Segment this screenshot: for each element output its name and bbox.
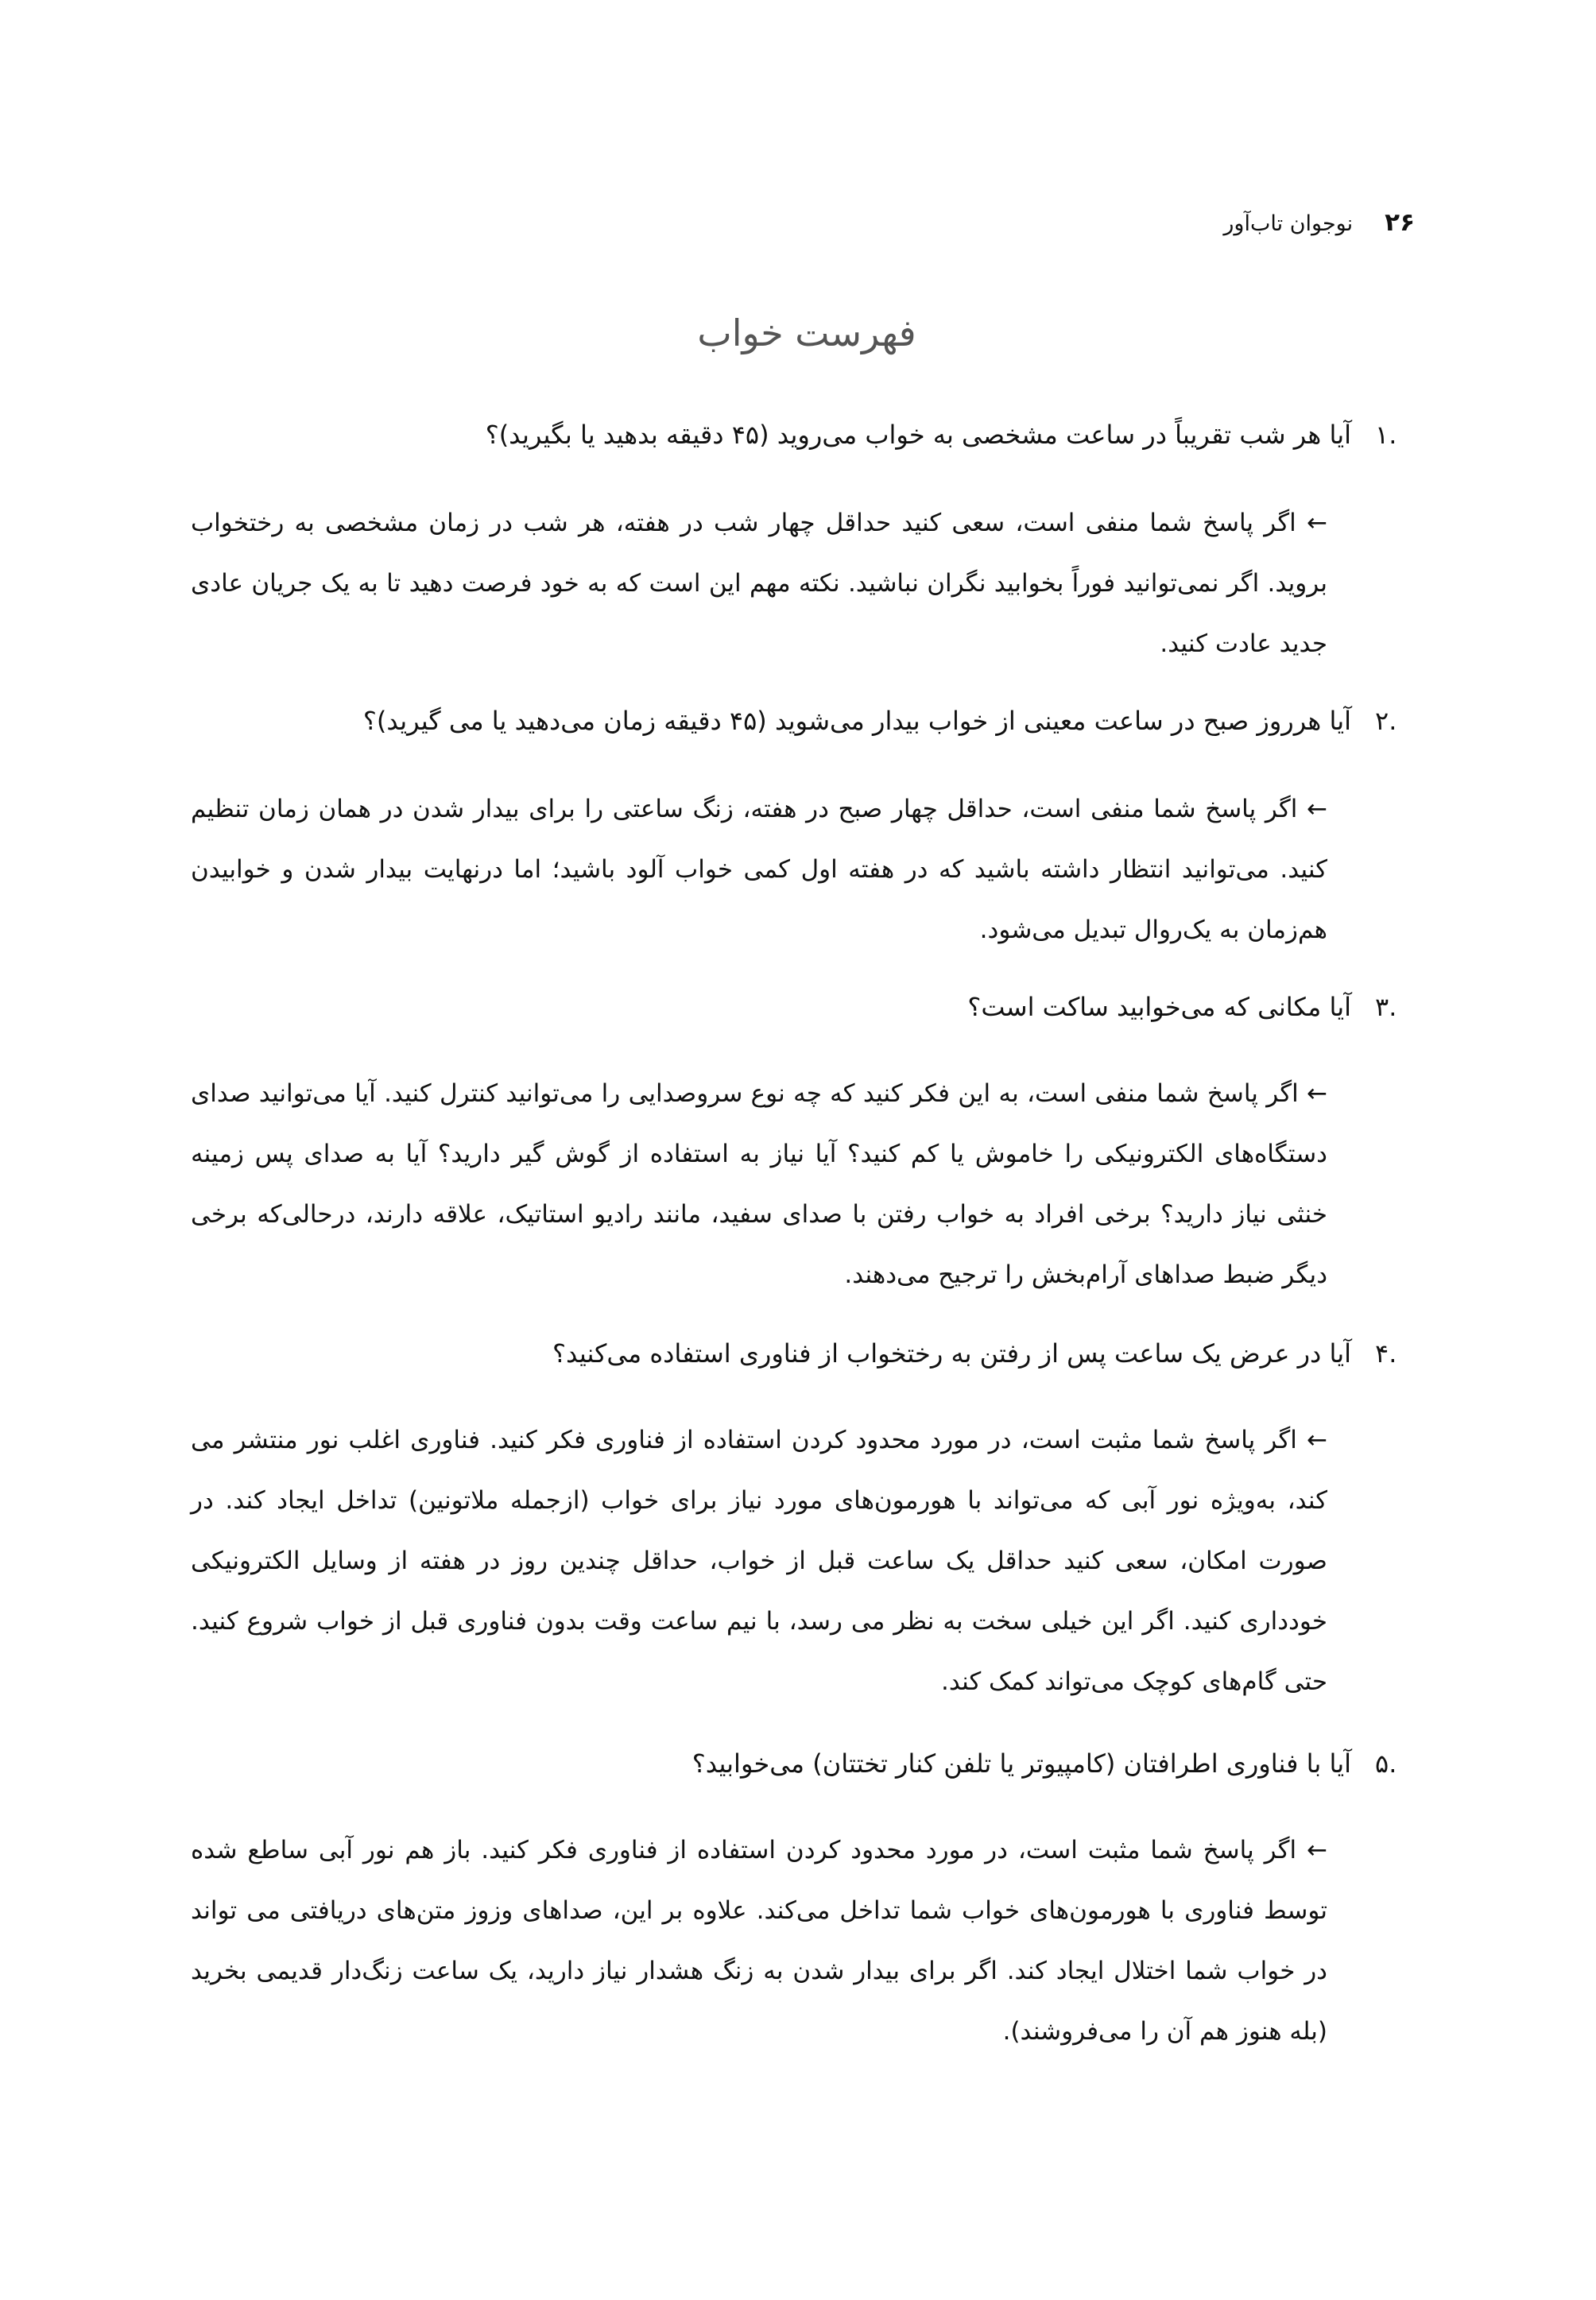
question-number: .۵: [1375, 1748, 1397, 1779]
book-title: نوجوان تاب‌آور: [1223, 211, 1354, 236]
section-title: فهرست خواب: [697, 312, 916, 354]
answer-1: ← اگر پاسخ شما منفی است، سعی کنید حداقل چهار شب در هفته، هر شب در زمان مشخصی به رختخواب بروید. اگر نمی‌توانید فوراً بخوابید نگران نباشید. نکته مهم این است که به خود فرصت دهید تا به یک جریان عادی جدید عادت کنید.: [191, 509, 1327, 658]
question-number: .۴: [1375, 1338, 1397, 1369]
question-number: .۱: [1375, 420, 1397, 450]
question-text: آیا با فناوری اطرافتان (کامپیوتر یا تلفن کنار تختتان) می‌خوابید؟: [691, 1748, 1351, 1779]
question-2: [167, 706, 1407, 736]
question-number: .۳: [1375, 992, 1397, 1022]
answer-2: ← اگر پاسخ شما منفی است، حداقل چهار صبح در هفته، زنگ ساعتی را برای بیدار شدن در همان زمان تنظیم کنید. می‌توانید انتظار داشته باشید که در هفته اول کمی خواب آلود باشید؛ اما درنهایت بیدار شدن و خوابیدن هم‌زمان به یک‌روال تبدیل می‌شود.: [191, 795, 1327, 944]
question-text: آیا در عرض یک ساعت پس از رفتن به رختخواب از فناوری استفاده می‌کنید؟: [552, 1338, 1351, 1369]
question-text: آیا هرروز صبح در ساعت معینی از خواب بیدار می‌شوید (۴۵ دقیقه زمان می‌دهید یا می گیرید)؟: [362, 706, 1351, 736]
question-1: [167, 420, 1407, 450]
answer-4: ← اگر پاسخ شما مثبت است، در مورد محدود کردن استفاده از فناوری فکر کنید. فناوری اغلب نور منتشر می کند، به‌ویژه نور آبی که می‌تواند با هورمون‌های مورد نیاز برای خواب (ازجمله ملاتونین) تداخل ایجاد کند. در صورت امکان، سعی کنید حداقل یک ساعت قبل از خواب، حداقل چندین روز در هفته از وسایل الکترونیکی خودداری کنید. اگر این خیلی سخت به نظر می رسد، با نیم ساعت وقت بدون فناوری قبل از خواب شروع کنید. حتی گام‌های کوچک می‌تواند کمک کند.: [191, 1426, 1327, 1696]
question-text: آیا مکانی که می‌خوابید ساکت است؟: [967, 992, 1351, 1022]
question-3: [167, 992, 1407, 1022]
page-number: ۲۶: [1385, 208, 1415, 237]
answer-5: ← اگر پاسخ شما مثبت است، در مورد محدود کردن استفاده از فناوری فکر کنید. باز هم نور آبی ساطع شده توسط فناوری با هورمون‌های خواب شما تداخل می‌کند. علاوه بر این، صداهای وزوز متن‌های دریافتی می تواند در خواب شما اختلال ایجاد کند. اگر برای بیدار شدن به زنگ هشدار نیاز دارید، یک ساعت زنگ‌دار قدیمی بخرید (بله هنوز هم آن را می‌فروشند).: [191, 1836, 1327, 2046]
question-4: [167, 1338, 1407, 1369]
running-header: [1223, 208, 1415, 237]
question-text: آیا هر شب تقریباً در ساعت مشخصی به خواب می‌روید (۴۵ دقیقه بدهید یا بگیرید)؟: [485, 420, 1351, 450]
answer-3: ← اگر پاسخ شما منفی است، به این فکر کنید که چه نوع سروصدایی را می‌توانید کنترل کنید. آیا می‌توانید صدای دستگاه‌های الکترونیکی را خاموش یا کم کنید؟ آیا نیاز به استفاده از گوش گیر دارید؟ آیا به صدای پس زمینه خنثی نیاز دارید؟ برخی افراد به خواب رفتن با صدای سفید، مانند رادیو استاتیک، علاقه دارند، درحالی‌که برخی دیگر ضبط صداهای آرام‌بخش را ترجیح می‌دهند.: [191, 1079, 1327, 1289]
question-number: .۲: [1375, 706, 1397, 736]
question-5: [167, 1748, 1407, 1779]
